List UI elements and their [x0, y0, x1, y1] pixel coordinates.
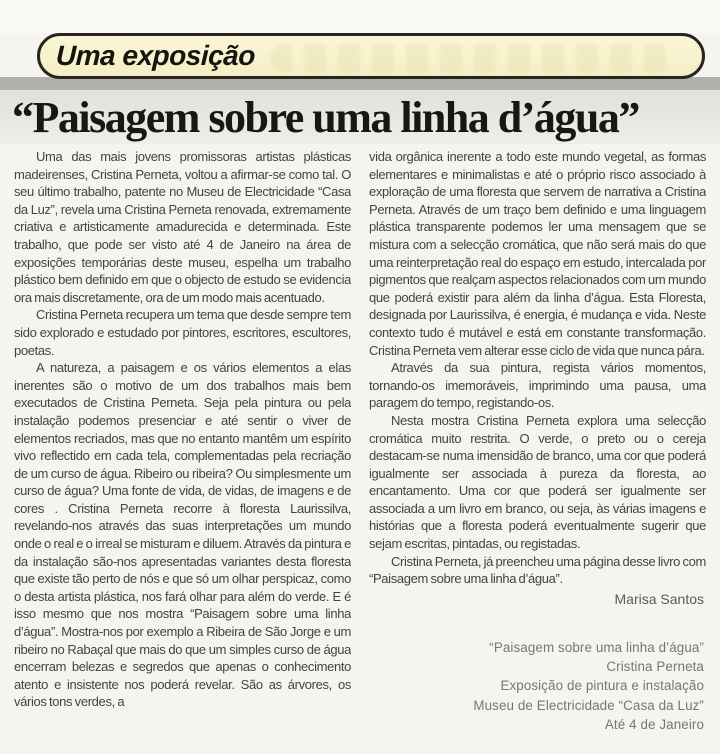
section-banner	[37, 33, 705, 79]
credit-line-title: “Paisagem sobre uma linha d’água”	[489, 640, 704, 655]
paragraph: Nesta mostra Cristina Perneta explora uma selecção cromática muito restrita. O verde, o preto ou o cereja destacam-se numa imensidão de branco, uma cor que poderá igualmente ser associada à pureza da floresta, ao encantamento. Uma cor que poderá ser igualmente ser associada a um livro em branco, ou seja, às várias imagens e histórias que a floresta poderá eventualmente sugerir que sejam escritas, pintadas, ou registadas.	[369, 412, 706, 552]
paragraph: Cristina Perneta, já preencheu uma página desse livro com “Paisagem sobre uma linha d’água”.	[369, 553, 706, 587]
page-title: “Paisagem sobre uma linha d’água”	[12, 93, 639, 142]
credit-line-venue: Museu de Electricidade “Casa da Luz”	[473, 697, 704, 713]
exhibition-credits	[473, 638, 704, 734]
credit-line-type: Exposição de pintura e instalação	[500, 678, 704, 694]
paragraph: Através da sua pintura, regista vários momentos, tornando-os imemoráveis, imprimindo uma pausa, uma paragem do tempo, registando-os.	[369, 360, 706, 411]
author-byline: Marisa Santos	[614, 590, 704, 607]
paper-margin	[0, 0, 720, 33]
credit-line-artist: Cristina Perneta	[606, 659, 704, 675]
print-bleed-texture	[270, 44, 672, 72]
article-column-left	[14, 148, 351, 754]
section-banner-label: Uma exposição	[55, 40, 256, 71]
paragraph: Cristina Perneta recupera um tema que desde sempre tem sido explorado e estudado por pintores, escritores, escultores, poetas.	[14, 307, 351, 358]
paragraph: Uma das mais jovens promissoras artistas plásticas madeirenses, Cristina Perneta, voltou a afirmar-se como tal. O seu último trabalho, patente no Museu de Electricidade “Casa da Luz”, revela uma Cristina Perneta renovada, extremamente criativa e artisticamente amadurecida e determinada. Este trabalho, que pode ser visto até 4 de Janeiro na área de exposições temporárias deste museu, espelha um trabalho plástico bem definido em que o objecto de estudo se evidencia ora mais discretamente, ora de um modo mais acentuado.	[14, 149, 351, 305]
credit-line-date: Até 4 de Janeiro	[604, 716, 704, 732]
paragraph: A natureza, a paisagem e os vários elementos a elas inerentes são o motivo de um dos trabalhos mais bem executados de Cristina Perneta. Seja pela pintura ou pela instalação podemos presenciar e até sentir o viver de elementos recriados, mas que no entanto mantêm um espírito vivo reflectido em cada tela, complementadas pela recriação de um curso de água. Ribeiro ou ribeira? Ou simplesmente um curso de água? Uma fonte de vida, de vidas, de imagens e de cores . Cristina Perneta recorre à floresta Laurissilva, revelando-nos através das suas interpretações um mundo onde o real e o irreal se misturam e diluem. Através da pintura e da instalação são-nos apresentadas variantes desta floresta que existe tão perto de nós e que só um olhar perspicaz, como o desta artista plástica, nos fará olhar para além do verde. E é isso mesmo que nos mostra “Paisagem sobre uma linha d’água”. Mostra-nos por exemplo a Ribeira de São Jorge e um ribeiro no Rabaçal que mais do que um simples curso de água encerram belezas e segredos que apenas o conhecimento atento e insistente nos poderá revelar. São as árvores, os vários tons verdes, a	[14, 360, 351, 710]
headline-strip	[0, 90, 720, 144]
paragraph: vida orgânica inerente a todo este mundo vegetal, as formas elementares e minimalistas e até o próprio risco associado à exploração de uma floresta que servem de narrativa a Cristina Perneta. Através de um traço bem definido e uma linguagem plástica transparente podemos ler uma mensagem que se mistura com a selecção cromática, que não será mais do que uma reinterpretação real do espaço em estudo, intercalada por pigmentos que realçam aspectos relacionados com um mundo que poderá existir para além da linha d’água. Esta Floresta, designada por Laurissilva, é energia, é mudança e vida. Neste contexto tudo é mutável e está em constante transformação. Cristina Perneta vem alterar esse ciclo de vida que nunca pára.	[369, 149, 706, 358]
